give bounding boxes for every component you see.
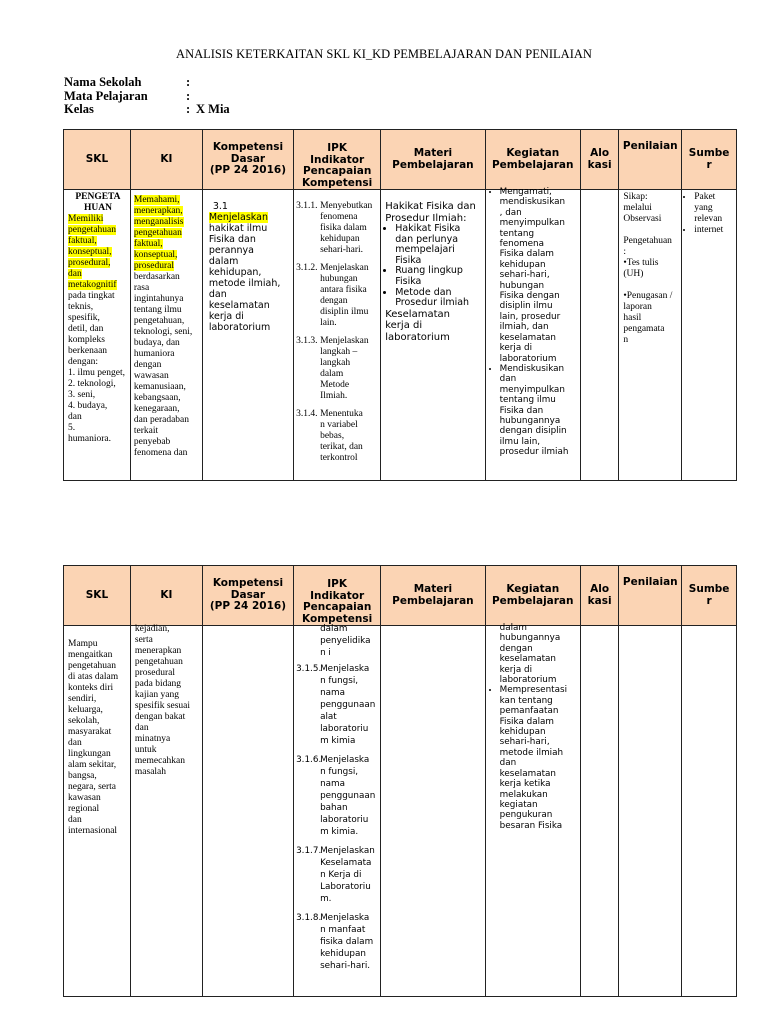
header-penilaian: Penilaian xyxy=(619,566,682,626)
ipk-cell xyxy=(294,626,381,997)
ki-line: kebangsaan, xyxy=(133,393,181,403)
skl-line: konteks diri xyxy=(68,683,114,693)
kd-line: perannya xyxy=(208,245,254,256)
skl-list-line: 1. ilmu penget, xyxy=(68,368,125,378)
ipk-continued-line: dalam xyxy=(320,624,348,634)
ipk-number: 3.1.2. xyxy=(296,263,318,273)
skl-line: spesifik, xyxy=(68,313,100,323)
skl-line: teknis, xyxy=(68,302,94,312)
header-sumber: Sumbe r xyxy=(682,566,737,626)
skl-line: negara, serta xyxy=(68,782,116,792)
skl-highlight-line: konseptual, xyxy=(68,247,112,257)
ki-highlight-line: faktual, xyxy=(133,239,163,249)
header-sumber: Sumbe r xyxy=(682,130,737,190)
info-separator: : xyxy=(186,102,191,116)
materi-line: Prosedur Ilmiah: xyxy=(385,212,467,224)
ipk-item xyxy=(296,845,379,905)
ki-line: dan peradaban xyxy=(133,415,190,425)
ki-line: spesifik sesuai xyxy=(134,701,191,711)
analysis-table-1 xyxy=(63,129,737,481)
materi-line: kerja di xyxy=(385,320,423,332)
ipk-text: Menjelaskan langkah – langkah dalam Metode Ilmiah. xyxy=(320,336,369,401)
info-row-class xyxy=(64,103,230,117)
kd-line: dalam xyxy=(208,256,239,267)
skl-line: regional xyxy=(68,804,100,814)
ipk-text: Menjelaskan hubungan antara fisika dengan disiplin ilmu lain. xyxy=(320,263,369,328)
kd-line: metode ilmiah, xyxy=(208,278,281,289)
ki-line: pengetahuan xyxy=(134,657,183,667)
materi-line: laboratorium xyxy=(385,331,450,343)
ki-line: fenomena dan xyxy=(133,448,188,458)
ipk-text: Menentuka n variabel bebas, terikat, dan terkontrol xyxy=(320,409,363,463)
ki-line: menerapkan xyxy=(134,646,182,656)
kegiatan-continued-line: kerja di xyxy=(499,664,533,675)
ipk-number: 3.1.5. xyxy=(296,664,322,674)
ki-cell xyxy=(130,626,202,997)
kd-cell xyxy=(202,626,293,997)
skl-heading: PENGETA HUAN xyxy=(75,192,121,213)
ipk-item xyxy=(296,409,379,464)
ki-line: penyebab xyxy=(133,437,171,447)
skl-list-line: 3. seni, xyxy=(68,390,96,400)
header-alokasi: Alo kasi xyxy=(580,566,619,626)
ki-line: untuk xyxy=(134,745,157,755)
skl-line: dan xyxy=(68,738,82,748)
penilaian-line: •Tes tulis xyxy=(623,258,659,268)
skl-highlight-line: pengetahuan xyxy=(68,225,117,235)
penilaian-cell xyxy=(619,190,682,481)
ipk-text: Menjelaska n fungsi, nama penggunaan bahan laboratoriu m kimia. xyxy=(320,755,376,837)
ipk-text: Menjelaska n fungsi, nama penggunaan alat laboratoriu m kimia xyxy=(320,664,376,746)
alokasi-cell xyxy=(580,626,619,997)
penilaian-line: Pengetahuan xyxy=(623,236,672,246)
ki-line: ingintahunya xyxy=(133,294,184,304)
skl-highlight-line: Memiliki xyxy=(68,214,104,224)
kegiatan-bullet: • Mengamati, mendiskusikan , dan menyimpulkan tentang fenomena Fisika dalam kehidupan sehari-hari, hubungan Fisika dengan disiplin ilmu lain, prosedur ilmiah, dan keselamatan kerja di laboratorium xyxy=(500,187,578,364)
ipk-item xyxy=(296,263,379,329)
header-ipk: IPK Indikator Pencapaian Kompetensi xyxy=(294,566,381,626)
header-ipk: IPK Indikator Pencapaian Kompetensi xyxy=(294,130,381,190)
kd-cell xyxy=(202,190,293,481)
kegiatan-bullet: • Mendiskusikan dan menyimpulkan tentang ilmu Fisika dan hubungannya dengan disiplin ilmu lain, prosedur ilmiah xyxy=(500,364,578,458)
skl-highlight-line: dan xyxy=(68,269,82,279)
ki-highlight-line: konseptual, xyxy=(133,250,178,260)
skl-highlight-line: prosedural, xyxy=(68,258,111,268)
ipk-continued-line: n i xyxy=(320,648,331,658)
materi-bullet: • Ruang lingkup Fisika xyxy=(395,266,482,287)
skl-highlight-line: metakognitif xyxy=(68,280,117,290)
info-row-school xyxy=(64,76,230,90)
skl-line: kompleks xyxy=(68,335,105,345)
ipk-number: 3.1.3. xyxy=(296,336,318,346)
ipk-cell xyxy=(294,190,381,481)
ki-line: humaniora xyxy=(133,349,175,359)
skl-list-line: dan xyxy=(68,412,82,422)
penilaian-line: Observasi xyxy=(623,214,662,224)
ipk-item xyxy=(296,201,379,256)
sumber-bullet: • Paket yang relevan xyxy=(694,192,734,225)
ki-line: kajian yang xyxy=(134,690,179,700)
ki-highlight-line: menerapkan, xyxy=(133,206,183,216)
ki-line: terkait xyxy=(133,426,159,436)
skl-line: internasional xyxy=(68,826,118,836)
skl-line: sendiri, xyxy=(68,694,97,704)
ki-highlight-line: Memahami, xyxy=(133,195,180,205)
skl-line: dengan: xyxy=(68,357,99,367)
ki-line: dengan bakat xyxy=(134,712,186,722)
content-row xyxy=(64,190,737,481)
school-info xyxy=(64,76,230,117)
penilaian-line: n xyxy=(623,335,629,345)
skl-line: bangsa, xyxy=(68,771,97,781)
skl-line: keluarga, xyxy=(68,705,103,715)
penilaian-line: hasil xyxy=(623,313,642,323)
skl-line: pada tingkat xyxy=(68,291,115,301)
header-alokasi: Alo kasi xyxy=(580,130,619,190)
header-ki: KI xyxy=(130,566,202,626)
materi-line: Keselamatan xyxy=(385,308,450,320)
kegiatan-continued-line: keselamatan xyxy=(499,654,557,665)
info-label: Nama Sekolah xyxy=(64,75,142,89)
ipk-text: Menjelaska n manfaat fisika dalam kehidupan sehari-hari. xyxy=(320,913,374,971)
skl-line: kawasan xyxy=(68,793,101,803)
penilaian-cell xyxy=(619,626,682,997)
ki-line: pengetahuan, xyxy=(133,316,185,326)
penilaian-line: (UH) xyxy=(623,269,644,279)
kd-number: 3.1 xyxy=(212,201,228,212)
materi-line: Hakikat Fisika dan xyxy=(385,201,476,212)
document-title: ANALISIS KETERKAITAN SKL KI_KD PEMBELAJARAN DAN PENILAIAN xyxy=(176,47,592,61)
ki-line: masalah xyxy=(134,767,167,777)
skl-line: Mampu xyxy=(68,639,98,649)
ki-line: berdasarkan xyxy=(133,272,180,282)
ipk-item xyxy=(296,912,379,972)
kegiatan-continued-line: dengan xyxy=(499,643,533,654)
ipk-number: 3.1.6. xyxy=(296,755,322,765)
kd-line: dan xyxy=(208,289,227,300)
penilaian-line: Sikap: xyxy=(623,192,648,202)
ki-line: minatnya xyxy=(134,734,171,744)
header-row xyxy=(64,566,737,626)
sumber-cell xyxy=(682,190,737,481)
ki-line: budaya, dan xyxy=(133,338,180,348)
materi-bullet: • Hakikat Fisika dan perlunya mempelajari Fisika xyxy=(395,224,482,266)
header-materi: Materi Pembelajaran xyxy=(381,130,485,190)
kegiatan-continued-line: dalam xyxy=(499,623,527,633)
info-separator: : xyxy=(186,88,191,103)
ki-line: kenegaraan, xyxy=(133,404,180,414)
info-separator: : xyxy=(186,75,191,89)
kd-line: kerja di xyxy=(208,311,244,322)
ki-line: tentang ilmu xyxy=(133,305,182,315)
kd-line: kehidupan, xyxy=(208,267,262,278)
skl-cell xyxy=(64,626,131,997)
materi-cell xyxy=(381,190,485,481)
penilaian-line: : xyxy=(623,247,627,257)
penilaian-line: pengamata xyxy=(623,324,665,334)
ki-line: kemanusiaan, xyxy=(133,382,186,392)
kegiatan-cell xyxy=(485,623,580,997)
penilaian-line: laporan xyxy=(623,302,652,312)
skl-list-line: 2. teknologi, xyxy=(68,379,116,389)
skl-line: lingkungan xyxy=(68,749,111,759)
ki-line: memecahkan xyxy=(134,756,186,766)
skl-list-line: 5. xyxy=(68,423,76,433)
ipk-number: 3.1.7. xyxy=(296,846,322,856)
ipk-continued-line: penyelidika xyxy=(320,636,371,646)
ki-line: pada bidang xyxy=(134,679,182,689)
skl-line: di atas dalam xyxy=(68,672,119,682)
skl-line: sekolah, xyxy=(68,716,100,726)
kegiatan-continued-line: hubungannya xyxy=(499,633,561,644)
header-kegiatan: Kegiatan Pembelajaran xyxy=(485,130,580,190)
header-penilaian: Penilaian xyxy=(619,130,682,190)
ki-line: teknologi, seni, xyxy=(133,327,193,337)
ipk-number: 3.1.8. xyxy=(296,913,322,923)
kegiatan-continued-line: laboratorium xyxy=(499,675,557,686)
kegiatan-bullet: • Mempresentasi kan tentang pemanfaatan Fisika dalam kehidupan sehari-hari, metode ilmiah dan keselamatan kerja ketika melakukan kegiatan pengukuran besaran Fisika xyxy=(500,685,578,831)
ki-line: dan xyxy=(134,723,149,733)
skl-line: masyarakat xyxy=(68,727,112,737)
header-kd: Kompetensi Dasar (PP 24 2016) xyxy=(202,130,293,190)
skl-line: alam sekitar, xyxy=(68,760,117,770)
ki-highlight-line: menganalisis xyxy=(133,217,184,227)
kd-line: keselamatan xyxy=(208,300,270,311)
ipk-item xyxy=(296,754,379,838)
ki-line: prosedural xyxy=(134,668,175,678)
ipk-text: Menyebutkan fenomena fisika dalam kehidupan sehari-hari. xyxy=(320,201,373,255)
ki-line: kejadian, xyxy=(134,624,170,634)
ipk-item xyxy=(296,663,379,747)
skl-line: berkenaan xyxy=(68,346,108,356)
alokasi-cell xyxy=(580,190,619,481)
header-skl: SKL xyxy=(64,566,131,626)
header-kd: Kompetensi Dasar (PP 24 2016) xyxy=(202,566,293,626)
ki-line: serta xyxy=(134,635,153,645)
skl-cell xyxy=(64,190,131,481)
header-kegiatan: Kegiatan Pembelajaran xyxy=(485,566,580,626)
header-ki: KI xyxy=(130,130,202,190)
header-row xyxy=(64,130,737,190)
materi-cell xyxy=(381,626,485,997)
materi-bullet: • Metode dan Prosedur ilmiah xyxy=(395,288,482,309)
sumber-bullet: • internet xyxy=(694,225,734,236)
ki-cell xyxy=(130,190,202,481)
kd-line: hakikat ilmu xyxy=(208,223,268,234)
ki-line: rasa xyxy=(133,283,150,293)
skl-line: detil, dan xyxy=(68,324,104,334)
kd-highlight: Menjelaskan xyxy=(208,212,268,223)
info-row-subject xyxy=(64,90,230,104)
ki-line: wawasan xyxy=(133,371,169,381)
kd-line: laboratorium xyxy=(208,322,271,333)
kegiatan-cell xyxy=(485,187,580,481)
header-skl: SKL xyxy=(64,130,131,190)
ki-line: dengan xyxy=(133,360,162,370)
penilaian-line: melalui xyxy=(623,203,652,213)
ipk-item xyxy=(296,336,379,402)
analysis-table-2 xyxy=(63,565,737,997)
content-row xyxy=(64,626,737,997)
penilaian-line: •Penugasan / xyxy=(623,291,673,301)
skl-list-line: 4. budaya, xyxy=(68,401,108,411)
ipk-number: 3.1.4. xyxy=(296,409,318,419)
info-label: Mata Pelajaran xyxy=(64,88,148,103)
info-value: X Mia xyxy=(196,102,230,116)
sumber-cell xyxy=(682,626,737,997)
kd-line: Fisika dan xyxy=(208,234,256,245)
info-label: Kelas xyxy=(64,102,94,116)
skl-line: pengetahuan xyxy=(68,661,117,671)
skl-list-line: humaniora. xyxy=(68,434,112,444)
header-materi: Materi Pembelajaran xyxy=(381,566,485,626)
ipk-text: Menjelaskan Keselamata n Kerja di Laboratoriu m. xyxy=(320,846,375,904)
skl-highlight-line: faktual, xyxy=(68,236,97,246)
skl-line: mengaitkan xyxy=(68,650,113,660)
skl-line: dan xyxy=(68,815,82,825)
ki-highlight-line: pengetahuan xyxy=(133,228,182,238)
ki-highlight-line: prosedural xyxy=(133,261,174,271)
ipk-number: 3.1.1. xyxy=(296,201,318,211)
